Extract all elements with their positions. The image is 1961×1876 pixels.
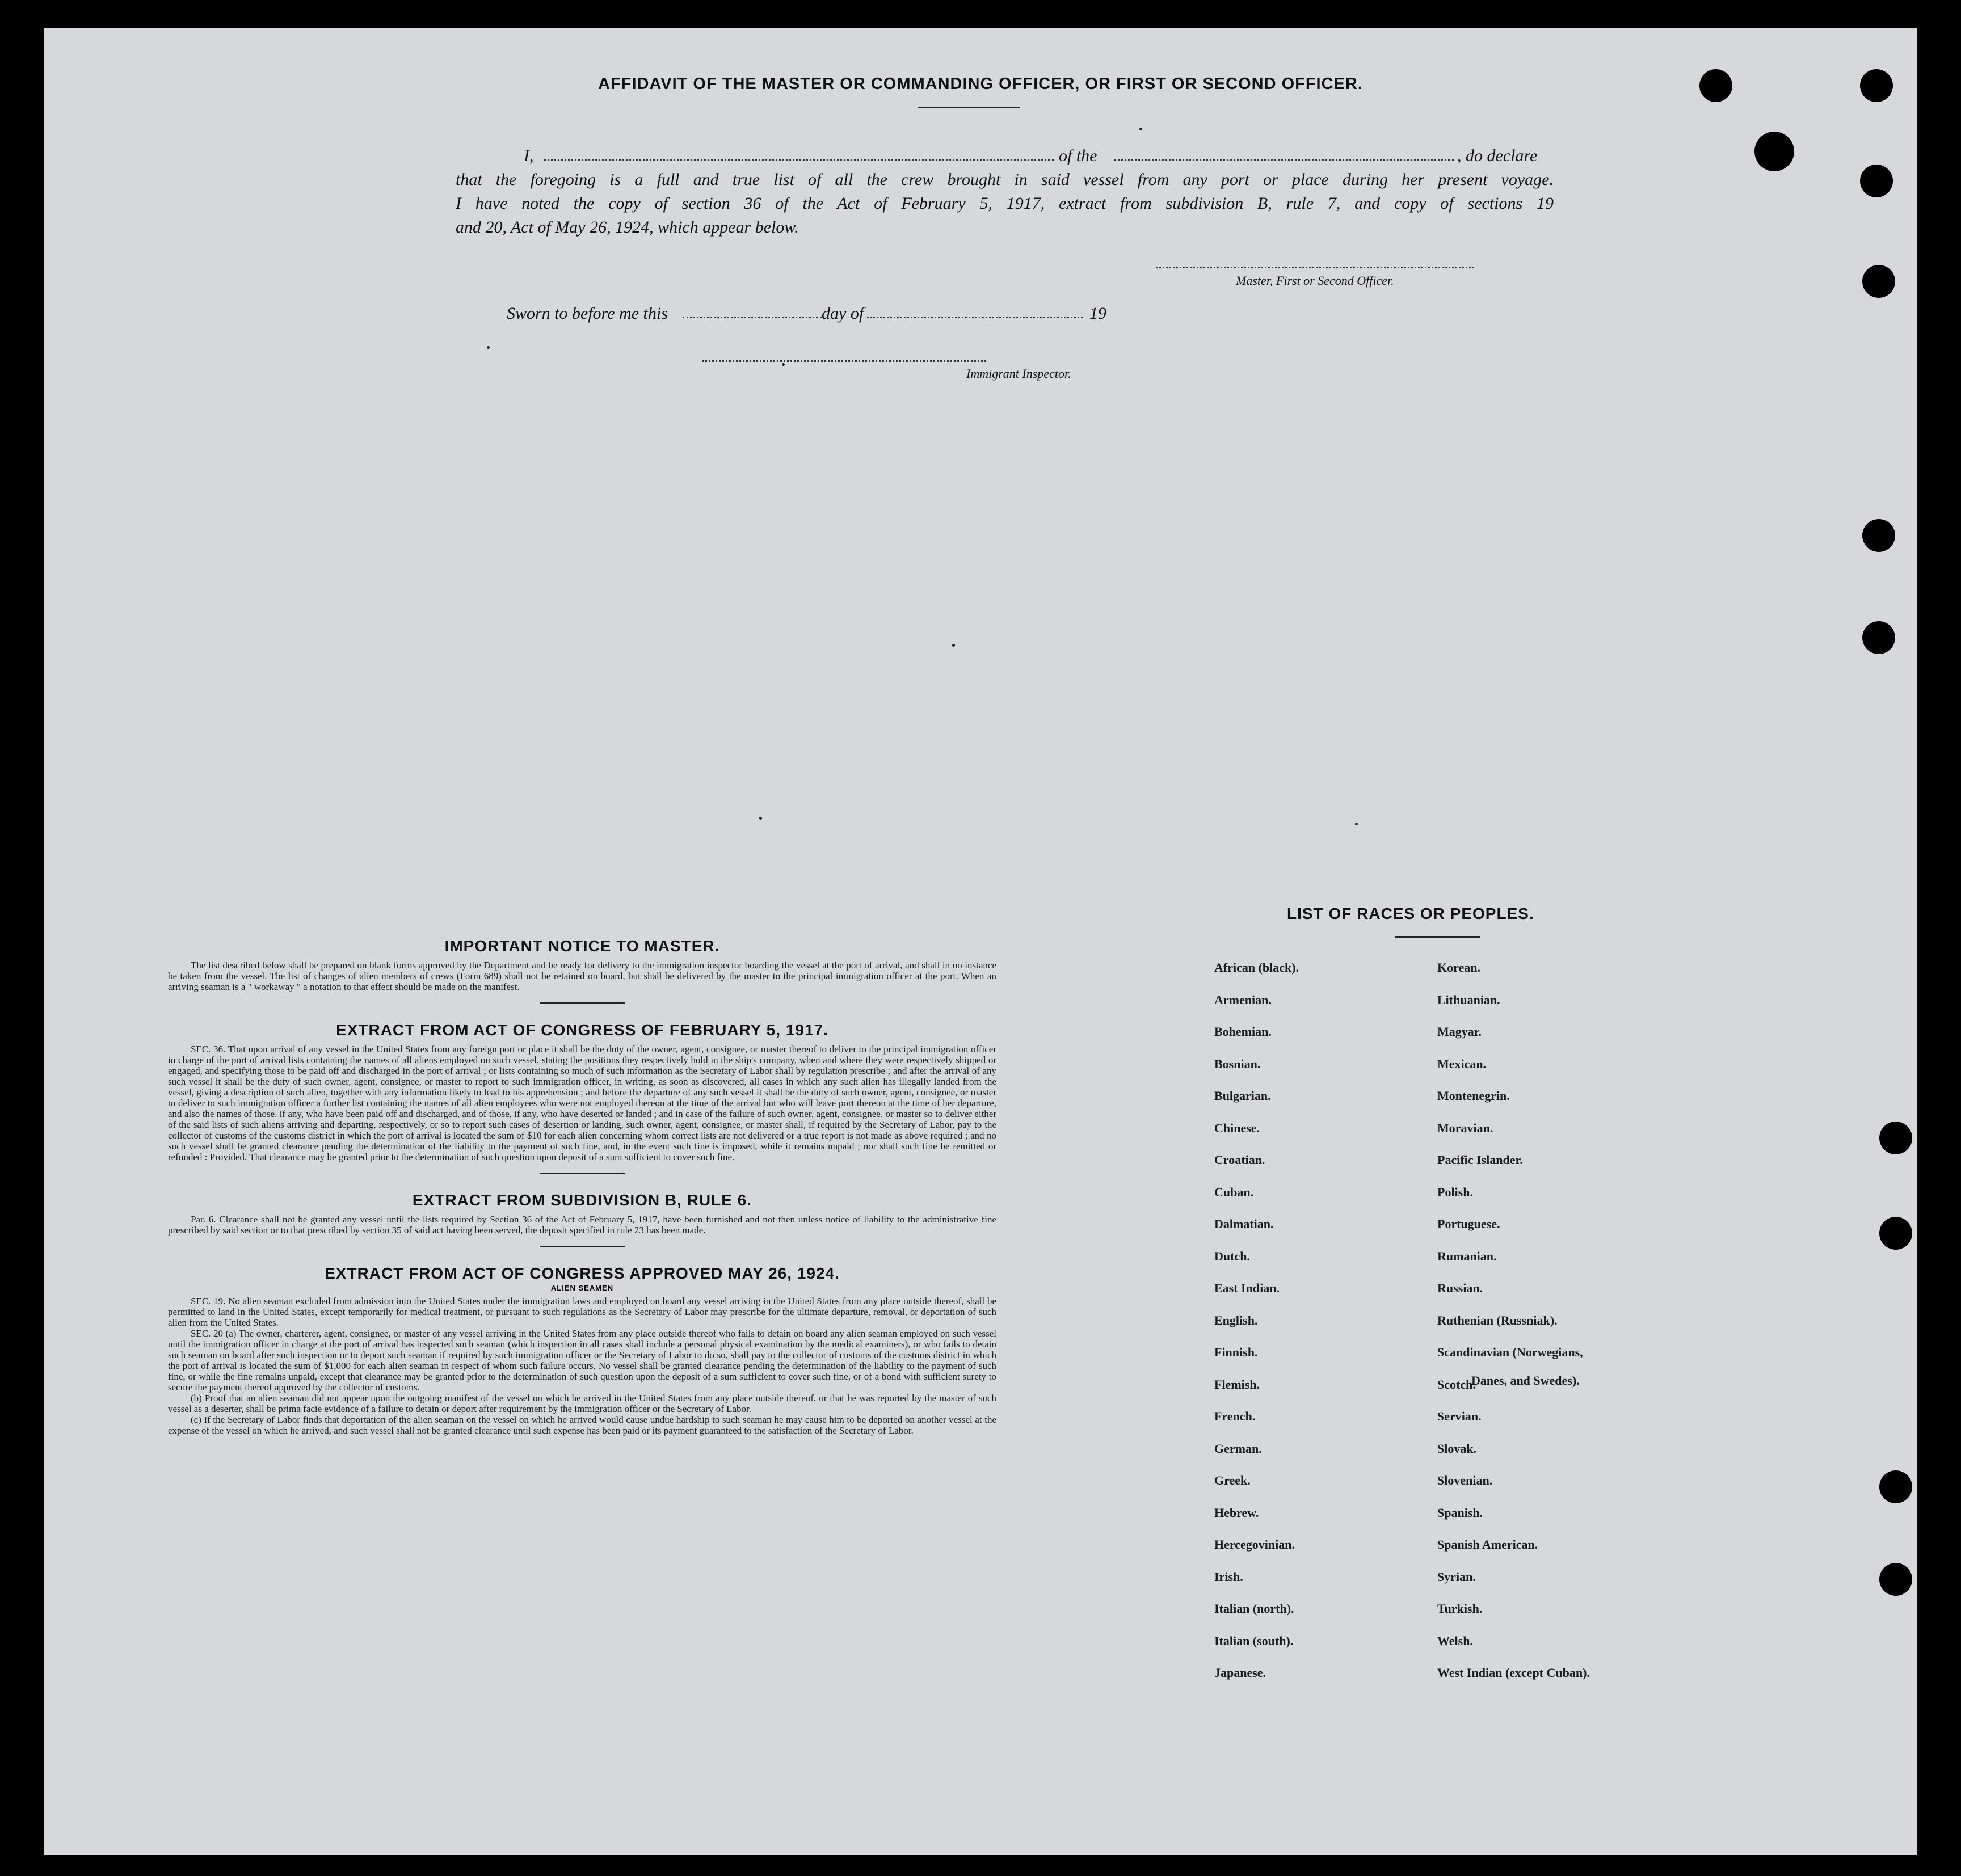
race-entry: Slovak.: [1437, 1441, 1477, 1456]
inspector-signature-field[interactable]: [702, 360, 986, 362]
act-1917-body: SEC. 36. That upon arrival of any vessel in the United States from any foreign port or place it shall be the duty of the owner, agent, consignee, or master thereof to deliver to the principal immigration officer in charge of the port of arrival lists containing the names of all aliens employed on such vessel, stating the positions they respectively hold in the ship's company, when and where they were respectively shipped or engaged, and specifying those to be paid off and discharged in the port of arrival ; or lists containing so much of such information as the Secretary of Labor shall by regulation prescribe ; and after the arrival of any such vessel it shall be the duty of such owner, agent, consignee, or master to report to such immigration officer, in writing, as soon as discovered, all cases in which any such alien has illegally landed from the vessel, giving a description of such alien, together with any information likely to lead to his apprehension ; and before the departure of any such vessel it shall be the duty of such owner, agent, consignee, or master to deliver to such immigration officer a further list containing the names of all alien employees who were not employed thereon at the time of the arrival but who will leave port thereon at the time of her departure, and also the names of those, if any, who have been paid off and discharged, and of those, if any, who have deserted or landed ; and in case of the failure of such owner, agent, consignee, or master so to deliver either of the said lists of such aliens arriving and departing, respectively, or so to report such cases of desertion or landing, such owner, agent, consignee, or master shall, if required by the Secretary of Labor, pay to the collector of customs of the customs district in which the port of arrival is located the sum of $10 for each alien concerning whom correct lists are not delivered or a true report is not made as above required ; and no such vessel shall be granted clearance pending the determination of the liability to the payment of such fine, and, in the event such fine is imposed, while it remains unpaid ; nor shall such fine be remitted or refunded : Provided, That clearance may be granted prior to the determination of such question upon deposit of a sum sufficient to cover such fine.: [168, 1044, 996, 1162]
punch-hole: [1879, 1563, 1912, 1596]
legal-notices-column: [168, 937, 996, 1436]
race-entry: Italian (south).: [1214, 1633, 1294, 1648]
race-entry: Bosnian.: [1214, 1056, 1261, 1071]
speck: [952, 644, 955, 647]
affidavit-of-the: of the: [1059, 146, 1097, 165]
race-entry: Montenegrin.: [1437, 1089, 1510, 1103]
race-entry: Finnish.: [1214, 1345, 1258, 1359]
race-entry: Turkish.: [1437, 1601, 1483, 1616]
affidavit-line-2: that the foregoing is a full and true list of all the crew brought in said vessel from any port or place during her present voyage.: [456, 170, 1554, 189]
race-entry: Syrian.: [1437, 1569, 1476, 1584]
race-entry: Scotch.: [1437, 1377, 1476, 1392]
affidavit-line-3: I have noted the copy of section 36 of the Act of February 5, 1917, extract from subdivision B, rule 7, and copy of sections 19: [456, 194, 1554, 213]
punch-hole: [1754, 132, 1794, 171]
race-entry: Polish.: [1437, 1184, 1473, 1199]
race-entry: Korean.: [1437, 960, 1480, 975]
race-entry: Hebrew.: [1214, 1505, 1259, 1520]
affidavit-line-4: and 20, Act of May 26, 1924, which appear below.: [456, 218, 799, 237]
divider: [540, 1173, 625, 1174]
race-entry: Spanish.: [1437, 1505, 1483, 1520]
race-entry: Magyar.: [1437, 1025, 1482, 1039]
divider: [1395, 936, 1480, 938]
race-entry-continuation: Danes, and Swedes).: [1471, 1373, 1580, 1388]
race-entry: Moravian.: [1437, 1120, 1493, 1135]
punch-hole: [1862, 265, 1895, 298]
vessel-field[interactable]: [1114, 159, 1454, 161]
race-entry: Croatian.: [1214, 1153, 1265, 1167]
affidavit-title: AFFIDAVIT OF THE MASTER OR COMMANDING OFFICER, OR FIRST OR SECOND OFFICER.: [598, 75, 1363, 93]
speck: [1139, 128, 1142, 130]
race-entry: Bulgarian.: [1214, 1089, 1271, 1103]
punch-hole: [1879, 1217, 1912, 1250]
form-page: [44, 28, 1917, 1855]
sworn-day-field[interactable]: [683, 317, 822, 318]
divider: [540, 1246, 625, 1247]
act-1924-sec-20a: SEC. 20 (a) The owner, charterer, agent, consignee, or master of any vessel arriving in the United States from any place outside thereof who fails to detain on board any alien seaman employed on such vessel until the immigration officer in charge at the port of arrival has inspected such seaman (which inspection in all cases shall include a personal physical examination by the medical examiners), or who fails to detain such seaman on board after such inspection or to deport such seaman if required by such immigration officer or the Secretary of Labor to do so, shall pay to the collector of customs of the customs district in which the port of arrival is located the sum of $1,000 for each alien seaman in respect of whom such failure occurs. No vessel shall be granted clearance pending the determination of the liability to the payment of such fine, or while the fine remains unpaid, except that clearance may be granted prior to the determination of such question upon the deposit of a sum sufficient to cover such fine, or of a bond with sufficient surety to secure the payment thereof approved by the collector of customs.: [168, 1328, 996, 1393]
race-entry: Russian.: [1437, 1281, 1483, 1295]
race-entry: Mexican.: [1437, 1056, 1487, 1071]
sworn-text: Sworn to before me this: [507, 304, 668, 323]
act-1924-subtitle: ALIEN SEAMEN: [550, 1284, 614, 1292]
punch-hole: [1860, 69, 1893, 102]
act-1917-title: EXTRACT FROM ACT OF CONGRESS OF FEBRUARY 5, 1917.: [336, 1021, 828, 1039]
race-entry: Chinese.: [1214, 1120, 1260, 1135]
race-entry: Portuguese.: [1437, 1217, 1500, 1231]
speck: [759, 817, 762, 820]
race-entry: Cuban.: [1214, 1184, 1254, 1199]
master-signature-field[interactable]: [1156, 267, 1474, 268]
punch-hole: [1879, 1470, 1912, 1503]
punch-hole: [1862, 519, 1895, 552]
race-entry: French.: [1214, 1409, 1256, 1423]
race-entry: Italian (north).: [1214, 1601, 1294, 1616]
race-entry: Hercegovinian.: [1214, 1537, 1295, 1552]
rule-6-title: EXTRACT FROM SUBDIVISION B, RULE 6.: [412, 1191, 752, 1209]
sworn-month-field[interactable]: [867, 317, 1083, 318]
divider: [918, 107, 1020, 108]
divider: [540, 1002, 625, 1004]
act-1924-sec-20c: (c) If the Secretary of Labor finds that deportation of the alien seaman on the vessel on which he arrived would cause undue hardship to such seaman he may cause him to be deported on another vessel at the expense of the vessel on which he arrived, and such vessel shall not be granted clearance until such expense has been paid or its payment guaranteed to the satisfaction of the Secretary of Labor.: [168, 1414, 996, 1436]
act-1924-title: EXTRACT FROM ACT OF CONGRESS APPROVED MAY 26, 1924.: [325, 1264, 840, 1282]
race-entry: East Indian.: [1214, 1281, 1280, 1295]
punch-hole: [1699, 69, 1732, 102]
race-entry: Pacific Islander.: [1437, 1153, 1523, 1167]
name-field[interactable]: [544, 159, 1054, 161]
race-entry: Slovenian.: [1437, 1473, 1493, 1487]
race-entry: Flemish.: [1214, 1377, 1260, 1392]
affidavit-i: I,: [524, 146, 534, 165]
race-entry: Welsh.: [1437, 1633, 1473, 1648]
race-entry: Dutch.: [1214, 1249, 1250, 1263]
race-entry: Irish.: [1214, 1569, 1243, 1584]
race-entry: Rumanian.: [1437, 1249, 1497, 1263]
races-title: LIST OF RACES OR PEOPLES.: [1287, 905, 1534, 922]
notice-body: The list described below shall be prepared on blank forms approved by the Department and be ready for delivery to the immigration inspector boarding the vessel at the port of arrival, and shall in no instance be taken from the vessel. The list of changes of alien members of crews (Form 689) shall not be retained on board, but shall be delivered by the master to the principal immigration officer at the port. When an arriving seaman is a " workaway " a notation to that effect should be made on the manifest.: [168, 960, 996, 992]
punch-hole: [1879, 1122, 1912, 1154]
race-entry: Japanese.: [1214, 1666, 1266, 1680]
race-entry: German.: [1214, 1441, 1262, 1456]
race-entry: Scandinavian (Norwegians,: [1437, 1345, 1583, 1359]
sworn-day-of: day of: [822, 304, 864, 323]
speck: [487, 346, 490, 349]
race-entry: Armenian.: [1214, 992, 1272, 1007]
speck: [782, 363, 785, 366]
race-entry: Spanish American.: [1437, 1537, 1538, 1552]
rule-6-body: Par. 6. Clearance shall not be granted any vessel until the lists required by Section 36 of the Act of February 5, 1917, have been furnished and not then unless notice of liability to the administrative fine prescribed by said section or to that prescribed by section 35 of said act having been served, the deposit specified in rule 23 has been made.: [168, 1214, 996, 1236]
race-entry: English.: [1214, 1313, 1258, 1327]
master-signature-label: Master, First or Second Officer.: [1236, 273, 1394, 288]
sworn-year: 19: [1089, 304, 1106, 323]
race-entry: African (black).: [1214, 960, 1299, 975]
race-entry: Servian.: [1437, 1409, 1482, 1423]
race-entry: Bohemian.: [1214, 1025, 1272, 1039]
speck: [1355, 823, 1358, 825]
affidavit-do-declare: , do declare: [1457, 146, 1538, 165]
punch-hole: [1862, 621, 1895, 654]
act-1924-sec-20b: (b) Proof that an alien seaman did not appear upon the outgoing manifest of the vessel on which he arrived in the United States from any place outside thereof, or that he was reported by the master of such vessel as a deserter, shall be prima facie evidence of a failure to detain or deport after requirement by the immigration officer or the Secretary of Labor.: [168, 1393, 996, 1414]
inspector-signature-label: Immigrant Inspector.: [966, 366, 1071, 381]
race-entry: Lithuanian.: [1437, 992, 1500, 1007]
race-entry: Greek.: [1214, 1473, 1251, 1487]
race-entry: Ruthenian (Russniak).: [1437, 1313, 1558, 1327]
race-entry: West Indian (except Cuban).: [1437, 1666, 1590, 1680]
notice-title: IMPORTANT NOTICE TO MASTER.: [444, 937, 720, 955]
punch-hole: [1860, 165, 1893, 197]
race-entry: Dalmatian.: [1214, 1217, 1274, 1231]
act-1924-sec-19: SEC. 19. No alien seaman excluded from admission into the United States under the immigration laws and employed on board any vessel arriving in the United States from any place outside thereof, shall be permitted to land in the United States, except temporarily for medical treatment, or pursuant to such regulations as the Secretary of Labor may prescribe for the ultimate departure, removal, or deportation of such alien from the United States.: [168, 1296, 996, 1328]
